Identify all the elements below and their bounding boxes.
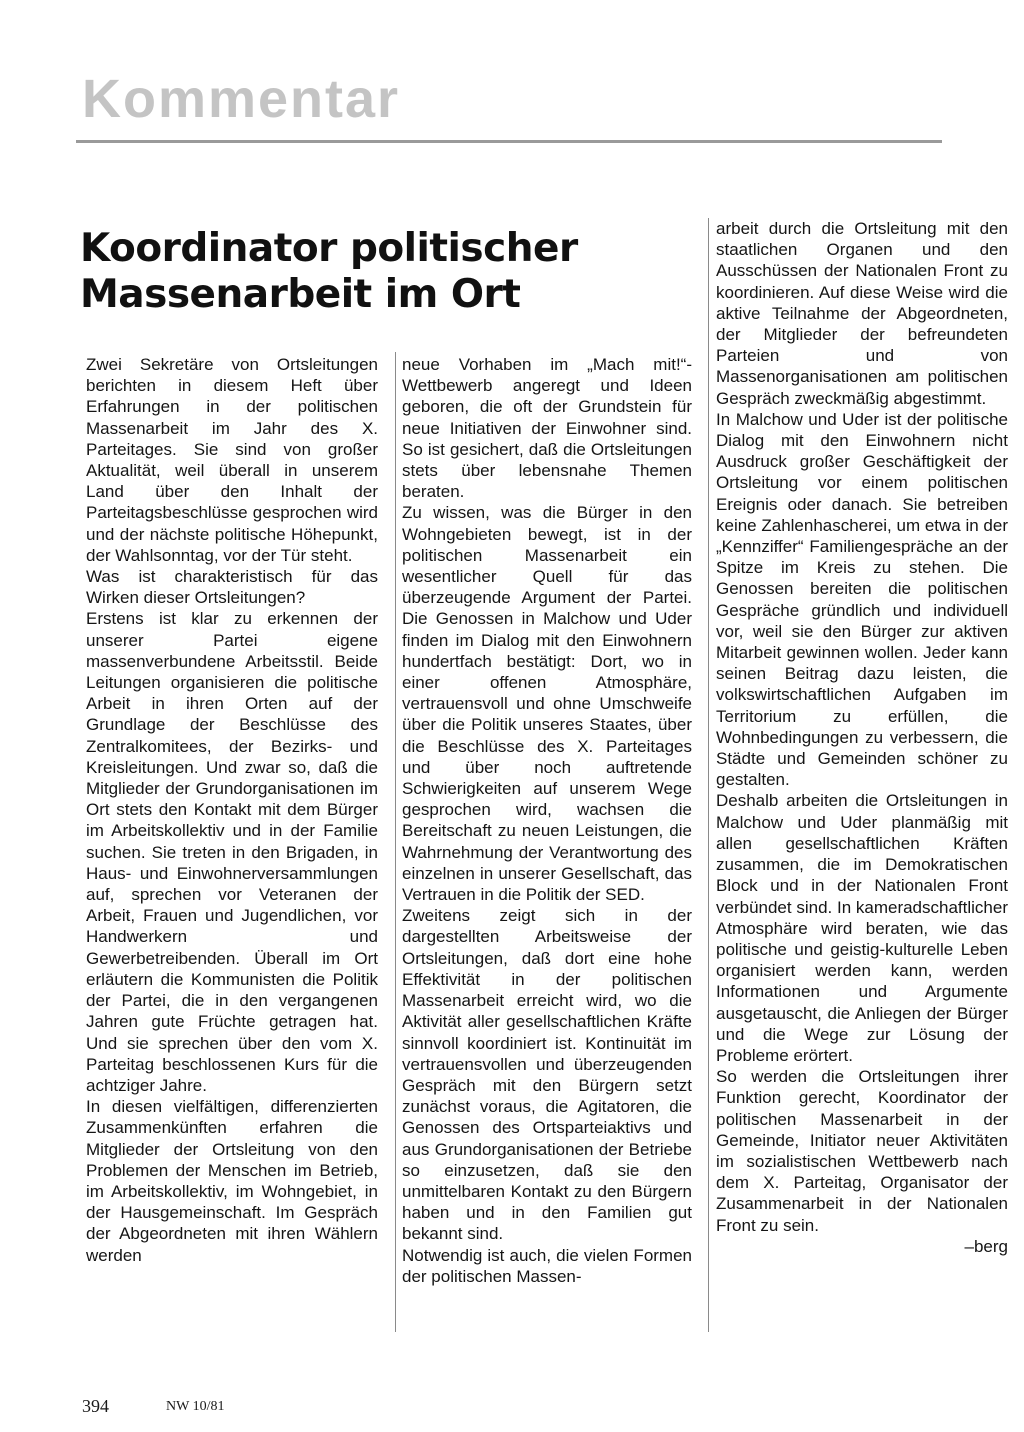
paragraph: Zweitens zeigt sich in der dargestellten Arbeitsweise der Ortsleitungen, daß dort eine hohe Effektivität in der politischen Massenarbeit erreicht wird, wo die Aktivität aller gesellschaftlichen Kräfte sinnvoll koordiniert ist. Kontinuität im vertrauensvollen und überzeugenden Gespräch mit den Bürgern setzt zunächst voraus, die Agitatoren, die Genossen des Ortsparteiaktivs und aus Grundorganisationen der Betriebe so einzusetzen, daß sie den unmittelbaren Kontakt zu den Bürgern haben und in den Familien gut bekannt sind.	[402, 906, 692, 1244]
paragraph: So werden die Ortsleitungen ihrer Funktion gerecht, Koordinator der politischen Massenarbeit in der Gemeinde, Initiator neuer Aktivitäten im sozialistischen Wettbewerb nach dem X. Parteitag, Organisator der Zusammenarbeit in der Nationalen Front zu sein.	[716, 1067, 1008, 1235]
paragraph: arbeit durch die Ortsleitung mit den staatlichen Organen und den Ausschüssen der Nationalen Front zu koordinieren. Auf diese Weise wird die aktive Teilnahme der Abgeordneten, der Mitglieder der befreundeten Parteien und von Massenorganisationen am politischen Gespräch zweckmäßig abgestimmt.	[716, 219, 1008, 408]
paragraph: Was ist charakteristisch für das Wirken dieser Ortsleitungen?	[86, 567, 378, 608]
paragraph: In diesen vielfältigen, differenzierten Zusammenkünften erfahren die Mitglieder der Ortsleitung von den Problemen der Menschen im Betrieb, im Arbeitskollektiv, im Wohngebiet, in der Hausgemeinschaft. Im Gespräch der Abgeordneten mit ihren Wählern werden	[86, 1097, 378, 1265]
paragraph: In Malchow und Uder ist der politische Dialog mit den Einwohnern nicht Ausdruck großer Geschäftigkeit der Ortsleitung vor einem politischen Ereignis oder danach. Sie betreiben keine Zahlenhascherei, um etwa in der „Kennziffer“ Familiengespräche an der Spitze im Kreis zu stehen. Die Genossen bereiten die politischen Gespräche gründlich und individuell vor, weil sie den Bürger zur aktiven Mitarbeit gewinnen wollen. Jeder kann seinen Beitrag dazu leisten, die volkswirtschaftlichen Aufgaben im Territorium zu erfüllen, die Wohnbedingungen zu verbessern, die Städte und Gemeinden schöner zu gestalten.	[716, 409, 1008, 790]
section-rule	[76, 140, 942, 143]
paragraph: Deshalb arbeiten die Ortsleitungen in Malchow und Uder planmäßig mit allen gesellschaftlichen Kräften zusammen, die im Demokratischen Block und in der Nationalen Front verbündet sind. In kameradschaftlicher Atmosphäre wird beraten, wie das politische und geistig-kulturelle Leben organisiert werden kann, werden Informationen und Argumente ausgetauscht, die Anliegen der Bürger und die Wege zur Lösung der Probleme erörtert.	[716, 791, 1008, 1065]
issue-reference: NW 10/81	[166, 1399, 225, 1414]
article-column-1	[86, 354, 378, 1266]
article-column-2	[402, 354, 692, 1287]
author-signature: –berg	[964, 1236, 1008, 1256]
paragraph: Erstens ist klar zu erkennen der unserer Partei eigene massenverbundene Arbeitsstil. Beide Leitungen organisieren die politische Arbeit in ihren Orten auf der Grundlage der Beschlüsse des Zentralkomitees, der Bezirks- und Kreisleitungen. Und zwar so, daß die Mitglieder der Grundorganisationen im Ort stets den Kontakt mit dem Bürger im Arbeitskollektiv und in der Familie suchen. Sie treten in den Brigaden, in Haus- und Einwohnerversammlungen auf, sprechen vor Veteranen der Arbeit, Frauen und Jugendlichen, vor Handwerkern und Gewerbetreibenden. Überall im Ort erläutern die Kommunisten die Politik der Partei, die in den vergangenen Jahren gute Früchte getragen hat. Und sie sprechen über den vom X. Parteitag beschlossenen Kurs für die achtziger Jahre.	[86, 609, 378, 1095]
headline-line-1: Koordinator politischer	[80, 226, 578, 271]
paragraph: Zwei Sekretäre von Ortsleitungen berichten in diesem Heft über Erfahrungen in der politischen Massenarbeit im Jahr des X. Parteitages. Sie sind von großer Aktualität, weil überall in unserem Land über den Inhalt der Parteitagsbeschlüsse gesprochen wird und der nächste politische Höhepunkt, der Wahlsonntag, vor der Tür steht.	[86, 355, 378, 565]
column-divider-right	[708, 218, 709, 1332]
article-headline	[80, 226, 640, 318]
article-column-3	[716, 218, 1008, 1257]
headline-line-2: Massenarbeit im Ort	[80, 272, 521, 317]
column-divider-left	[395, 352, 396, 1332]
paragraph: Notwendig ist auch, die vielen Formen der politischen Massen-	[402, 1245, 692, 1286]
paragraph: neue Vorhaben im „Mach mit!“-Wettbewerb angeregt und Ideen geboren, die oft der Grundstein für neue Initiativen der Einwohner sind. So ist gesichert, daß die Ortsleitungen stets über lebensnahe Themen beraten.	[402, 355, 692, 502]
page-number: 394	[82, 1396, 109, 1416]
section-label: Kommentar	[82, 69, 401, 129]
paragraph: Zu wissen, was die Bürger in den Wohngebieten bewegt, ist in der politischen Massenarbeit ein wesentlicher Quell für das überzeugende Argument der Partei. Die Genossen in Malchow und Uder finden im Dialog mit den Einwohnern hundertfach bestätigt: Dort, wo in einer offenen Atmosphäre, vertrauensvoll und ohne Umschweife über die Politik unseres Staates, über die Beschlüsse des X. Parteitages und über noch auftretende Schwierigkeiten auf unserem Wege gesprochen wird, wachsen die Bereitschaft zu neuen Leistungen, die Wahrnehmung der Verantwortung des einzelnen in unserer Gesellschaft, das Vertrauen in die Politik der SED.	[402, 503, 692, 905]
